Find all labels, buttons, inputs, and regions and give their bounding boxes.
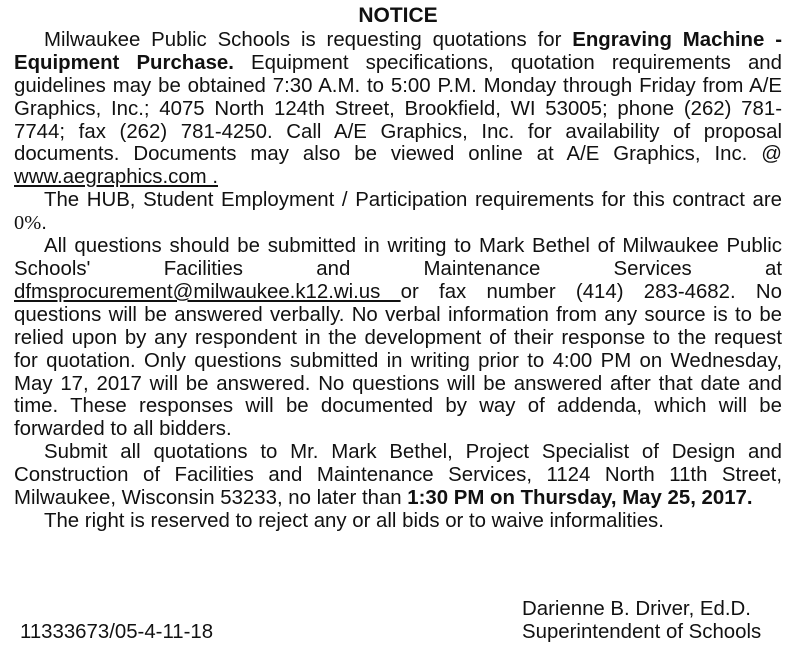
paragraph-quotation-request — [14, 29, 782, 189]
p1-text-c: Equipment specifications, quotation requirements and guidelines may be obtained 7:30 A.M. to 5:00 P.M. Monday through Friday from A/E Graphics, Inc.; 4075 North 124th Street, Brookfield, WI 53005; phone (262) 781-7744; fax (262) 781-4250. Call A/E Graphics, Inc. for availability of proposal documents. Documents may also be viewed online at A/E Graphics, Inc. @ — [14, 51, 782, 166]
notice-title: NOTICE — [358, 4, 438, 27]
signer-title: Superintendent of Schools — [522, 621, 762, 643]
p3-text-a: All questions should be submitted in writing to Mark Bethel of Milwaukee Public Schools' Facilities and Maintenance Services at — [14, 235, 782, 280]
paragraph-questions — [14, 235, 782, 441]
procurement-email-link[interactable]: dfmsprocurement@milwaukee.k12.wi.us — [14, 280, 401, 303]
paragraph-hub-requirements — [14, 189, 782, 235]
signer-name: Darienne B. Driver, Ed.D. — [522, 598, 751, 620]
p3-text-b: or fax number (414) 283-4682. No questions will be answered verbally. No verbal information from any source is to be relied upon by any respondent in the development of their response to the request for quotation. Only questions submitted in writing prior to 4:00 PM on Wednesday, May 17, 2017 will be answered. No questions will be answered after that date and time. These responses will be documented by way of addenda, which will be forwarded to all bidders. — [14, 280, 782, 441]
paragraph-submission — [14, 441, 782, 510]
notice-body — [14, 5, 782, 533]
paragraph-rights-reserved: The right is reserved to reject any or all bids or to waive informalities. — [44, 509, 664, 532]
signature-block — [14, 598, 782, 644]
hub-percentage: 0% — [14, 212, 42, 235]
p2-text-end: . — [41, 212, 47, 235]
reference-number: 11333673/05-4-11-18 — [20, 621, 214, 643]
p1-text-a: Milwaukee Public Schools is requesting quotations for — [44, 28, 573, 51]
submission-deadline: 1:30 PM on Thursday, May 25, 2017. — [407, 487, 753, 510]
project-name: Engraving Machine - Equipment Purchase. — [14, 28, 782, 74]
aegraphics-link[interactable]: www.aegraphics.com . — [14, 166, 218, 189]
p4-text-a: Submit all quotations to Mr. Mark Bethel, Project Specialist of Design and Construction of Facilities and Maintenance Services, 1124 North 11th Street, Milwaukee, Wisconsin 53233, no later than — [14, 441, 782, 510]
p2-text-a: The HUB, Student Employment / Participation requirements for this contract are — [44, 189, 782, 212]
